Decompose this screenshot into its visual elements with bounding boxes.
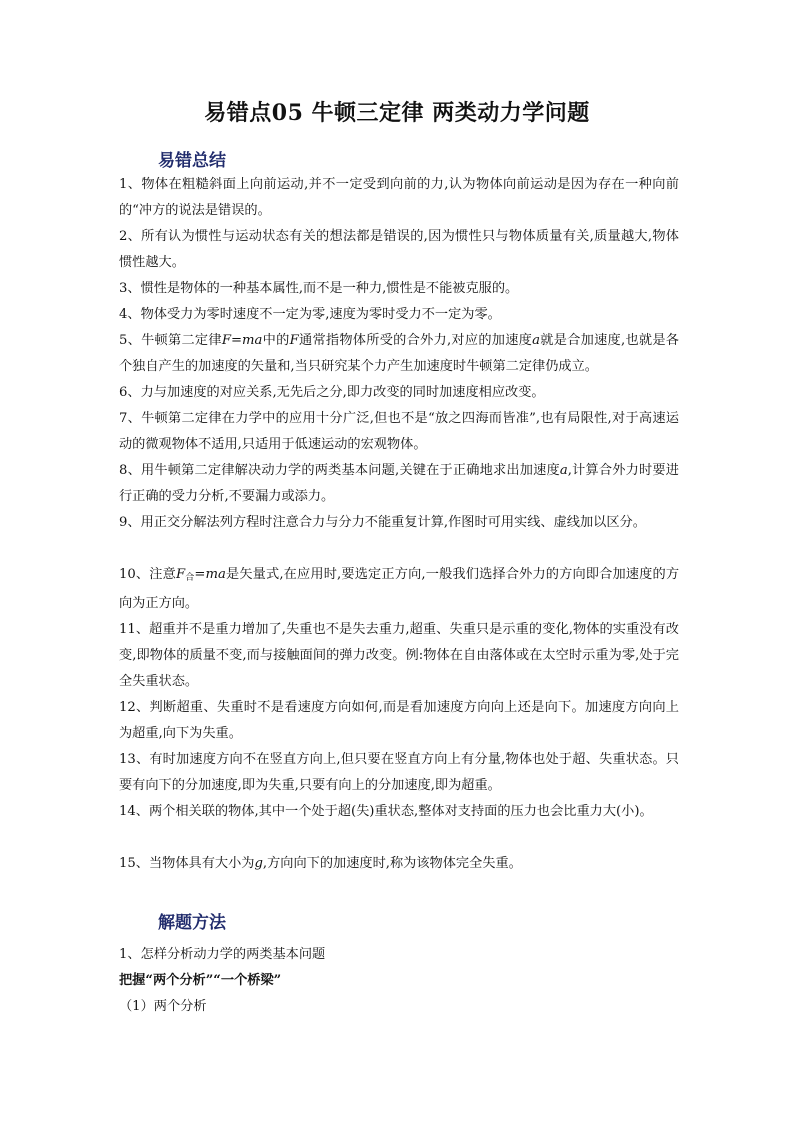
list-item: 10、注意$F_合=ma$是矢量式,在应用时,要选定正方向,一般我们选择合外力的方向即合加速度的方向为正方向。 — [119, 567, 680, 611]
list-item: 5、牛顿第二定律F=ma中的F通常指物体所受的合外力,对应的加速度a就是合加速度,也就是各个独自产生的加速度的矢量和,当只研究某个力产生加速度时牛顿第二定律仍成立。 — [119, 333, 679, 374]
spacer — [119, 536, 679, 562]
list-item: 14、两个相关联的物体,其中一个处于超(失)重状态,整体对支持面的压力也会比重力大(小)。 — [119, 804, 653, 819]
subscript: 合 — [185, 573, 195, 583]
section-heading-errors: 易错总结 — [158, 151, 226, 171]
symbol: F — [175, 567, 186, 582]
list-item: 13、有时加速度方向不在竖直方向上,但只要在竖直方向上有分量,物体也处于超、失重状态。只要有向下的分加速度,即为失重,只要有向上的分加速度,即为超重。 — [119, 752, 679, 793]
list-item: 15、当物体具有大小为g,方向向下的加速度时,称为该物体完全失重。 — [119, 856, 522, 871]
list-item: 8、用牛顿第二定律解决动力学的两类基本问题,关键在于正确地求出加速度a,计算合外力时要进行正确的受力分析,不要漏力或添力。 — [119, 463, 679, 504]
list-item: 7、牛顿第二定律在力学中的应用十分广泛,但也不是“放之四海而皆准”,也有局限性,对于高速运动的微观物体不适用,只适用于低速运动的宏观物体。 — [119, 411, 679, 452]
list-item: 9、用正交分解法列方程时注意合力与分力不能重复计算,作图时可用实线、虚线加以区分。 — [119, 515, 646, 530]
list-item: 把握“两个分析”“一个桥梁” — [119, 973, 282, 988]
list-item: （1）两个分析 — [119, 999, 207, 1014]
list-item: 4、物体受力为零时速度不一定为零,速度为零时受力不一定为零。 — [119, 307, 501, 322]
list-item: 3、惯性是物体的一种基本属性,而不是一种力,惯性是不能被克服的。 — [119, 281, 519, 296]
symbol: a — [532, 333, 541, 348]
methods-list — [119, 942, 679, 1020]
list-item: 11、超重并不是重力增加了,失重也不是失去重力,超重、失重只是示重的变化,物体的实重没有改变,即物体的质量不变,而与接触面间的弹力改变。例:物体在自由落体或在太空时示重为零,处于完全失重状态。 — [119, 622, 679, 689]
list-item: 1、物体在粗糙斜面上向前运动,并不一定受到向前的力,认为物体向前运动是因为存在一种向前的“冲方的说法是错误的。 — [119, 177, 679, 218]
list-item: 1、怎样分析动力学的两类基本问题 — [119, 947, 326, 962]
error-summary-list — [119, 172, 679, 877]
symbol: a — [559, 463, 568, 478]
formula: =ma — [194, 567, 226, 582]
section-heading-methods: 解题方法 — [158, 913, 226, 933]
formula: F=ma — [221, 333, 263, 348]
page-title: 易错点05 牛顿三定律 两类动力学问题 — [204, 100, 590, 126]
symbol: F — [289, 333, 299, 348]
spacer — [119, 825, 679, 851]
list-item: 12、判断超重、失重时不是看速度方向如何,而是看加速度方向向上还是向下。加速度方向向上为超重,向下为失重。 — [119, 700, 679, 741]
list-item: 6、力与加速度的对应关系,无先后之分,即力改变的同时加速度相应改变。 — [119, 385, 545, 400]
symbol: g — [254, 856, 263, 871]
list-item: 2、所有认为惯性与运动状态有关的想法都是错误的,因为惯性只与物体质量有关,质量越大,物体惯性越大。 — [119, 229, 679, 270]
